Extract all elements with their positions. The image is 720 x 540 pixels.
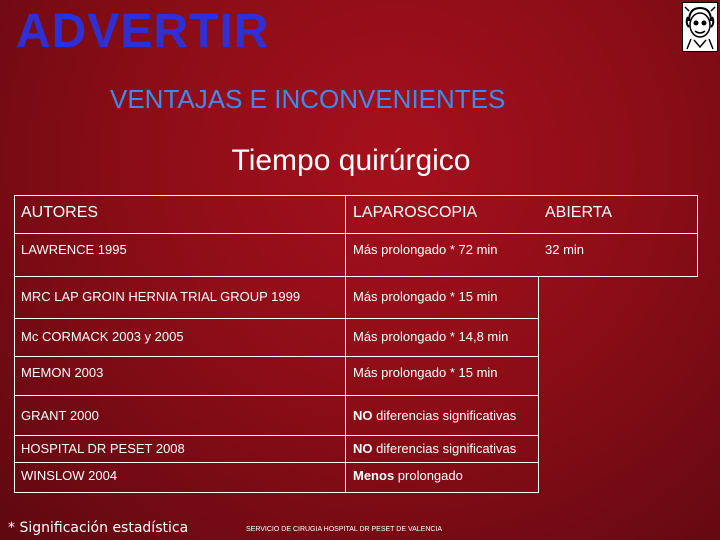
cell-autores: WINSLOW 2004 xyxy=(21,468,118,483)
cell-autores: MRC LAP GROIN HERNIA TRIAL GROUP 1999 xyxy=(21,289,301,304)
cell-laparoscopia: Más prolongado * 15 min xyxy=(353,289,498,304)
table-row xyxy=(14,277,539,319)
footnote: * Significación estadística xyxy=(8,520,189,536)
column-header-laparoscopia: LAPAROSCOPIA xyxy=(353,204,478,221)
cell-laparoscopia: NO diferencias significativas xyxy=(353,408,517,423)
cell-laparoscopia: Menos prolongado xyxy=(353,468,463,483)
table-row xyxy=(14,463,539,493)
cell-laparoscopia: Más prolongado * 15 min xyxy=(353,365,498,380)
table-row xyxy=(14,319,539,357)
cartoon-face-logo-icon xyxy=(682,2,718,52)
credit-line: SERVICIO DE CIRUGIA HOSPITAL DR PESET DE VALENCIA xyxy=(246,526,443,533)
cell-autores: HOSPITAL DR PESET 2008 xyxy=(21,441,185,456)
cell-laparoscopia: Más prolongado * 72 min xyxy=(353,242,498,257)
cell-laparoscopia: Más prolongado * 14,8 min xyxy=(353,329,509,344)
cell-abierta: 32 min xyxy=(545,242,585,257)
table-header-row xyxy=(14,195,698,234)
slide-subtitle: VENTAJAS E INCONVENIENTES xyxy=(110,84,506,114)
table-row xyxy=(14,436,539,463)
table-row xyxy=(14,357,539,396)
cell-autores: MEMON 2003 xyxy=(21,365,104,380)
cell-autores: GRANT 2000 xyxy=(21,408,99,423)
cell-autores: LAWRENCE 1995 xyxy=(21,242,127,257)
table-row xyxy=(14,234,698,277)
section-title: Tiempo quirúrgico xyxy=(231,144,471,177)
cell-autores: Mc CORMACK 2003 y 2005 xyxy=(21,329,184,344)
slide-title: ADVERTIR xyxy=(16,5,270,58)
data-table xyxy=(14,195,698,493)
cell-laparoscopia: NO diferencias significativas xyxy=(353,441,517,456)
table-row xyxy=(14,396,539,436)
column-header-autores: AUTORES xyxy=(21,204,99,221)
column-header-abierta: ABIERTA xyxy=(545,204,612,221)
